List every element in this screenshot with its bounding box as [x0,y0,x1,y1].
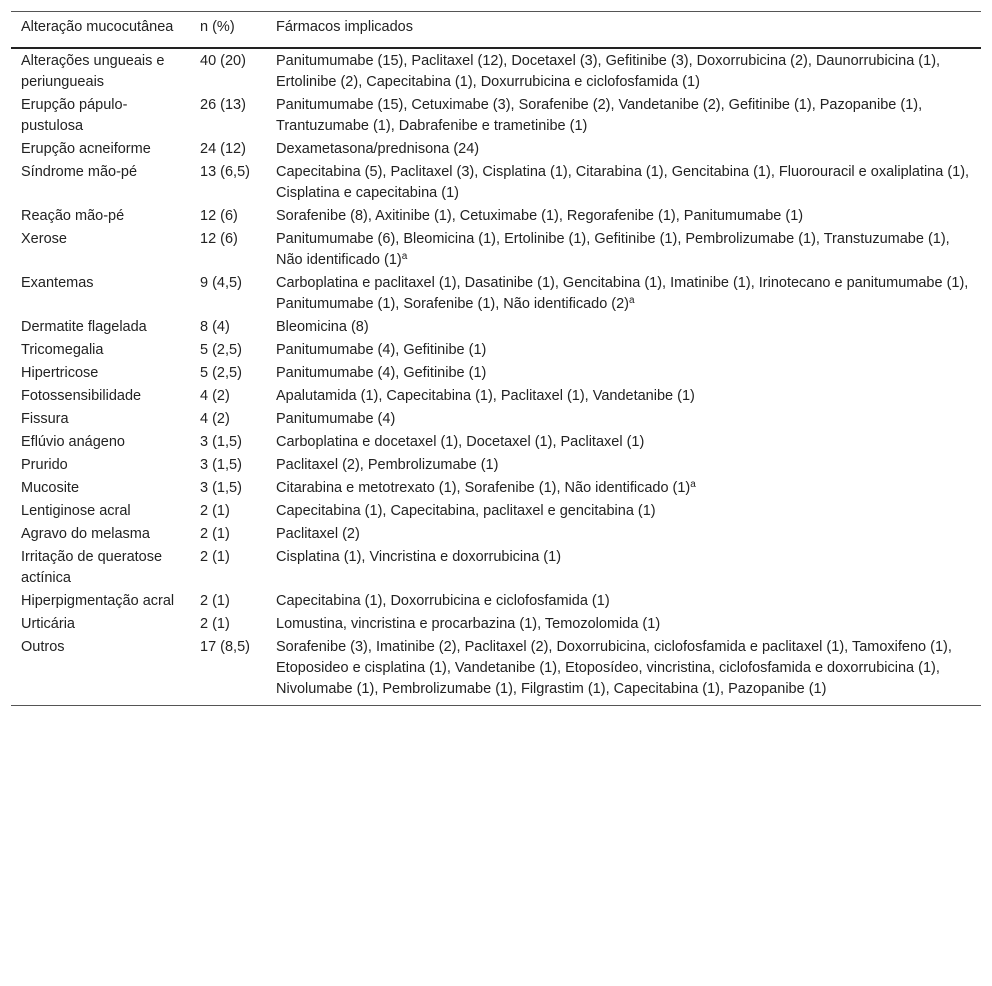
table-row [11,546,981,590]
cell-alteracao: Fissura [21,411,69,427]
cell-n-percent: 2 (1) [200,593,230,609]
cell-n-percent: 12 (6) [200,231,238,247]
cell-farmacos [266,431,981,454]
cell-n-percent: 4 (2) [200,388,230,404]
table-row [11,161,981,205]
cell-farmacos [266,362,981,385]
cell-n-percent: 2 (1) [200,503,230,519]
cell-farmacos [266,546,981,590]
cell-n-percent: 3 (1,5) [200,434,242,450]
farmacos-text: Panitumumabe (4), Gefitinibe (1) [276,365,487,381]
cell-alteracao: Alterações ungueais e periungueais [21,53,165,90]
cell-farmacos [266,590,981,613]
farmacos-text: Capecitabina (1), Doxorrubicina e ciclofosfamida (1) [276,593,610,609]
table-row [11,523,981,546]
cell-n-percent: 2 (1) [200,526,230,542]
cell-alteracao: Xerose [21,231,67,247]
footnote-marker: a [629,295,635,306]
cell-n-percent: 9 (4,5) [200,275,242,291]
cell-farmacos [266,316,981,339]
farmacos-text: Bleomicina (8) [276,319,369,335]
table-row [11,228,981,272]
cell-farmacos [266,138,981,161]
cell-n-percent: 5 (2,5) [200,365,242,381]
footnote-marker: a [690,479,696,490]
cell-alteracao: Tricomegalia [21,342,104,358]
cell-alteracao: Eflúvio anágeno [21,434,125,450]
table-row [11,362,981,385]
cell-farmacos [266,500,981,523]
cell-alteracao: Hipertricose [21,365,99,381]
cell-alteracao: Urticária [21,616,75,632]
cell-alteracao: Erupção acneiforme [21,141,151,157]
cell-farmacos [266,228,981,272]
header-alteracao: Alteração mucocutânea [21,19,174,35]
cell-alteracao: Erupção pápulo-pustulosa [21,97,128,134]
adverse-reactions-table-container [11,11,981,706]
header-n-percent: n (%) [200,19,235,35]
cell-n-percent: 13 (6,5) [200,164,250,180]
farmacos-text: Cisplatina (1), Vincristina e doxorrubicina (1) [276,549,562,565]
cell-n-percent: 17 (8,5) [200,639,250,655]
farmacos-text: Paclitaxel (2), Pembrolizumabe (1) [276,457,499,473]
cell-farmacos [266,385,981,408]
cell-farmacos [266,454,981,477]
cell-n-percent: 3 (1,5) [200,457,242,473]
cell-n-percent: 2 (1) [200,616,230,632]
table-row [11,385,981,408]
cell-farmacos [266,272,981,316]
footnote-marker: a [401,251,408,262]
farmacos-text: Panitumumabe (4), Gefitinibe (1) [276,342,487,358]
farmacos-text: Panitumumabe (15), Cetuximabe (3), Sorafenibe (2), Vandetanibe (2), Gefitinibe (1), Pazopanibe (1), Trantuzumabe (1), Dabrafenibe e trametinibe (1) [276,97,923,134]
farmacos-text: Paclitaxel (2) [276,526,360,542]
table-row [11,636,981,706]
cell-alteracao: Hiperpigmentação acral [21,593,175,609]
farmacos-text: Capecitabina (5), Paclitaxel (3), Cisplatina (1), Citarabina (1), Gencitabina (1), Fluorouracil e oxaliplatina (1), Cisplatina e capecitabina (1) [276,164,970,201]
cell-farmacos [266,48,981,94]
table-row [11,339,981,362]
table-body [11,48,981,706]
table-row [11,138,981,161]
farmacos-text: Sorafenibe (3), Imatinibe (2), Paclitaxel (2), Doxorrubicina, ciclofosfamida e paclitaxel (1), Tamoxifeno (1), Etoposideo e cisplatina (1), Vandetanibe (1), Etoposídeo, vincristina, ciclofosfamida e doxorrubicina (1), Nivolumabe (1), Pembrolizumabe (1), Filgrastim (1), Capecitabina (1), Pazopanibe (1) [276,639,952,697]
cell-alteracao: Agravo do melasma [21,526,150,542]
cell-alteracao: Reação mão-pé [21,208,125,224]
cell-n-percent: 2 (1) [200,549,230,565]
cell-n-percent: 24 (12) [200,141,246,157]
table-row [11,272,981,316]
cell-alteracao: Fotossensibilidade [21,388,142,404]
cell-farmacos [266,636,981,706]
cell-farmacos [266,408,981,431]
farmacos-text: Sorafenibe (8), Axitinibe (1), Cetuximabe (1), Regorafenibe (1), Panitumumabe (1) [276,208,804,224]
cell-n-percent: 5 (2,5) [200,342,242,358]
farmacos-text: Lomustina, vincristina e procarbazina (1), Temozolomida (1) [276,616,661,632]
header-row [11,12,981,49]
adverse-reactions-table [11,11,981,706]
farmacos-text: Panitumumabe (6), Bleomicina (1), Ertolinibe (1), Gefitinibe (1), Pembrolizumabe (1), Transtuzumabe (1), Não identificado (1) [276,231,950,268]
cell-farmacos [266,613,981,636]
cell-alteracao: Mucosite [21,480,80,496]
cell-alteracao: Exantemas [21,275,94,291]
farmacos-text: Apalutamida (1), Capecitabina (1), Paclitaxel (1), Vandetanibe (1) [276,388,695,404]
farmacos-text: Panitumumabe (15), Paclitaxel (12), Docetaxel (3), Gefitinibe (3), Doxorrubicina (2), Daunorrubicina (1), Ertolinibe (2), Capecitabina (1), Doxurrubicina e ciclofosfamida (1) [276,53,941,90]
cell-farmacos [266,94,981,138]
cell-alteracao: Prurido [21,457,68,473]
farmacos-text: Carboplatina e docetaxel (1), Docetaxel (1), Paclitaxel (1) [276,434,645,450]
table-row [11,590,981,613]
cell-alteracao: Síndrome mão-pé [21,164,138,180]
table-row [11,48,981,94]
cell-farmacos [266,477,981,500]
cell-alteracao: Lentiginose acral [21,503,131,519]
cell-n-percent: 26 (13) [200,97,246,113]
cell-alteracao: Irritação de queratose actínica [21,549,163,586]
farmacos-text: Citarabina e metotrexato (1), Sorafenibe (1), Não identificado (1) [276,480,691,496]
cell-farmacos [266,523,981,546]
cell-n-percent: 8 (4) [200,319,230,335]
cell-n-percent: 4 (2) [200,411,230,427]
cell-n-percent: 40 (20) [200,53,246,69]
table-row [11,500,981,523]
table-row [11,316,981,339]
cell-alteracao: Dermatite flagelada [21,319,147,335]
cell-farmacos [266,161,981,205]
cell-n-percent: 3 (1,5) [200,480,242,496]
table-row [11,454,981,477]
table-row [11,477,981,500]
table-row [11,431,981,454]
table-row [11,94,981,138]
cell-alteracao: Outros [21,639,65,655]
cell-farmacos [266,339,981,362]
farmacos-text: Panitumumabe (4) [276,411,396,427]
farmacos-text: Capecitabina (1), Capecitabina, paclitaxel e gencitabina (1) [276,503,656,519]
farmacos-text: Dexametasona/prednisona (24) [276,141,480,157]
table-header [11,12,981,49]
table-row [11,613,981,636]
header-farmacos: Fármacos implicados [276,19,413,35]
table-row [11,408,981,431]
table-row [11,205,981,228]
cell-farmacos [266,205,981,228]
cell-n-percent: 12 (6) [200,208,238,224]
farmacos-text: Carboplatina e paclitaxel (1), Dasatinibe (1), Gencitabina (1), Imatinibe (1), Irinotecano e panitumumabe (1), Panitumumabe (1), Sorafenibe (1), Não identificado (2) [276,275,969,312]
